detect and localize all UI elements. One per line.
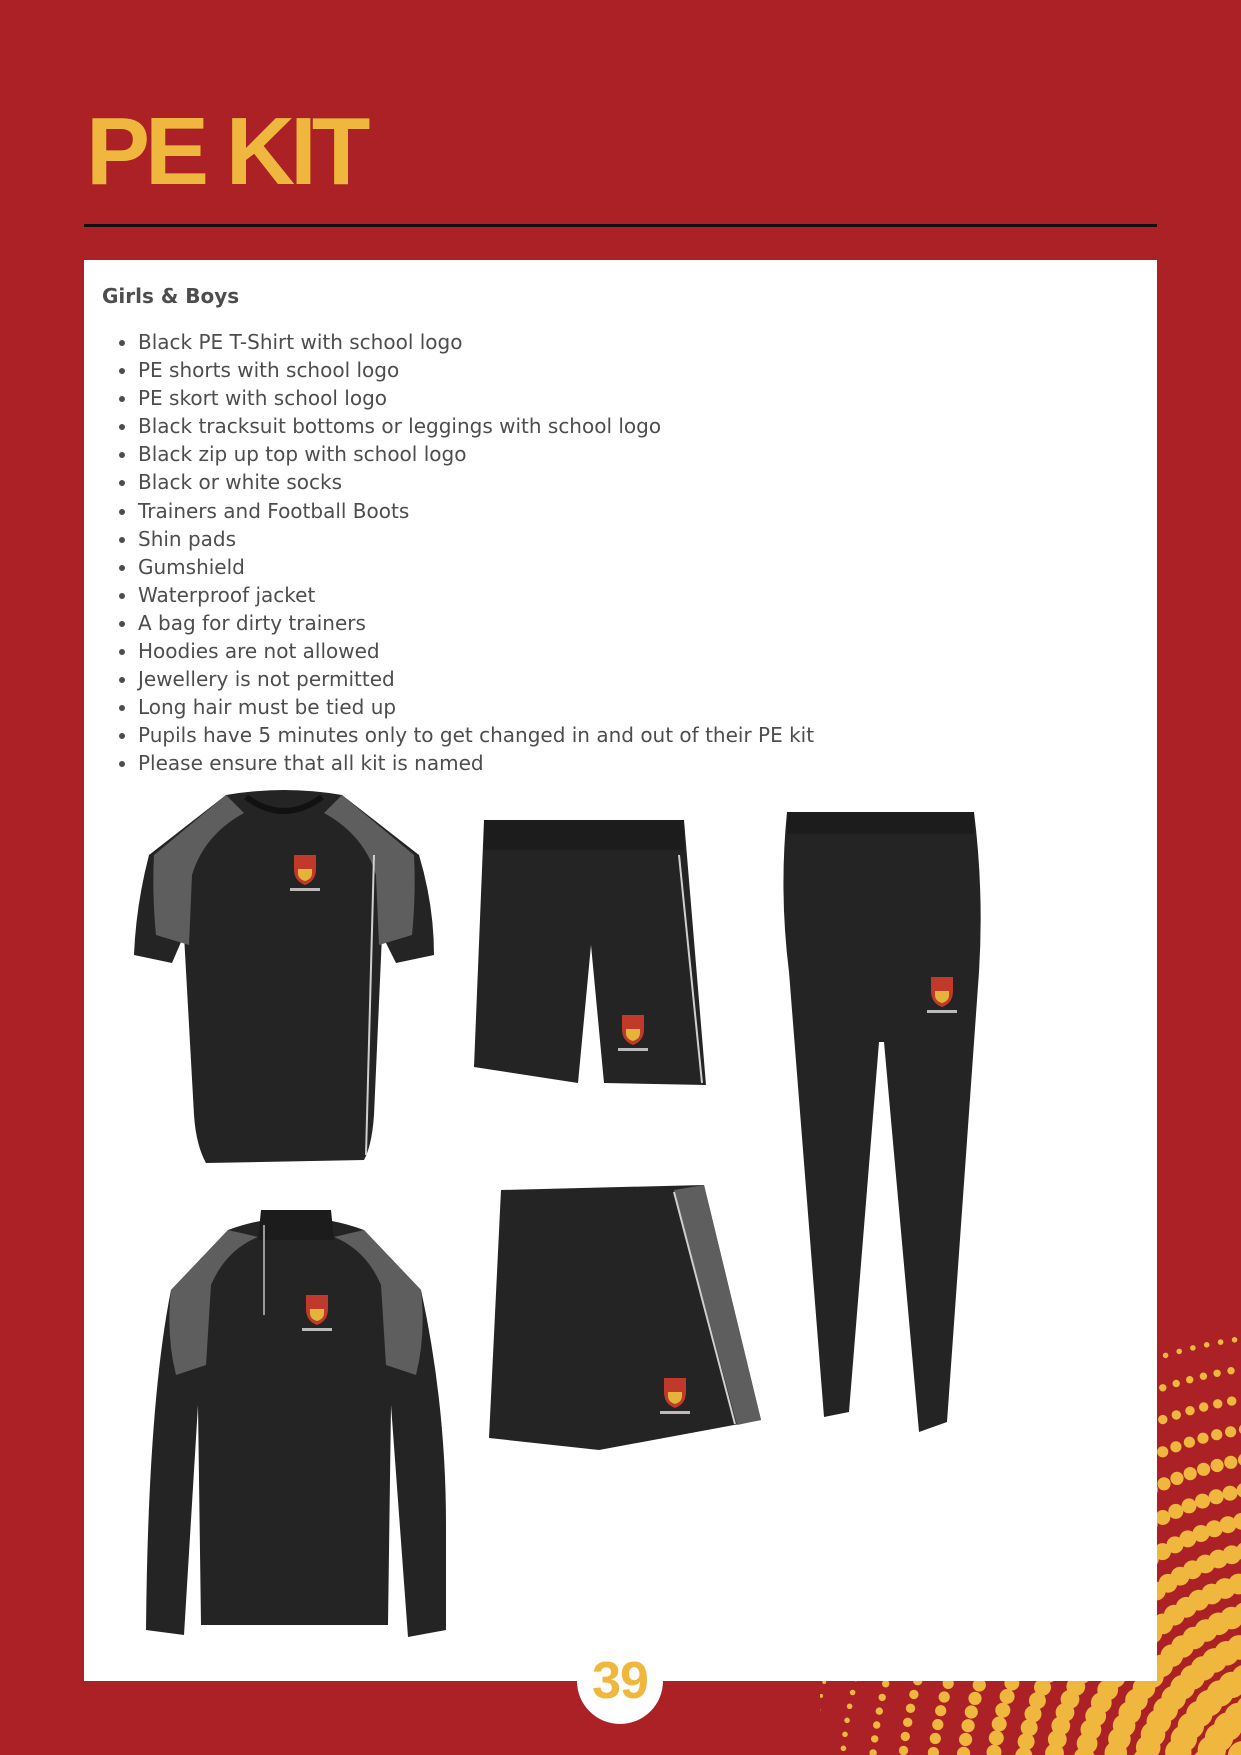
kit-list-item: Waterproof jacket: [138, 581, 814, 609]
kit-list-item: PE shorts with school logo: [138, 356, 814, 384]
kit-list-item: Black zip up top with school logo: [138, 440, 814, 468]
skort-image: [489, 1180, 764, 1455]
kit-list-item: Please ensure that all kit is named: [138, 749, 814, 777]
kit-list-item: Black tracksuit bottoms or leggings with school logo: [138, 412, 814, 440]
section-heading: Girls & Boys: [102, 284, 240, 308]
content-panel: [84, 260, 1157, 1681]
kit-list-item: A bag for dirty trainers: [138, 609, 814, 637]
title-divider: [84, 224, 1157, 227]
kit-list-item: Black PE T-Shirt with school logo: [138, 328, 814, 356]
kit-list-item: Trainers and Football Boots: [138, 497, 814, 525]
tshirt-image: [134, 785, 434, 1165]
kit-list-item: Shin pads: [138, 525, 814, 553]
leggings-image: [779, 812, 984, 1437]
kit-list-item: Pupils have 5 minutes only to get changed in and out of their PE kit: [138, 721, 814, 749]
kit-list-item: Long hair must be tied up: [138, 693, 814, 721]
page-number: 39: [577, 1638, 663, 1724]
kit-list-item: Jewellery is not permitted: [138, 665, 814, 693]
kit-list-item: Hoodies are not allowed: [138, 637, 814, 665]
kit-list-item: Black or white socks: [138, 468, 814, 496]
shorts-image: [474, 815, 709, 1095]
zip-top-image: [146, 1205, 446, 1640]
kit-list: [138, 328, 814, 778]
kit-list-item: Gumshield: [138, 553, 814, 581]
kit-list-item: PE skort with school logo: [138, 384, 814, 412]
page-title: PE KIT: [86, 98, 366, 205]
